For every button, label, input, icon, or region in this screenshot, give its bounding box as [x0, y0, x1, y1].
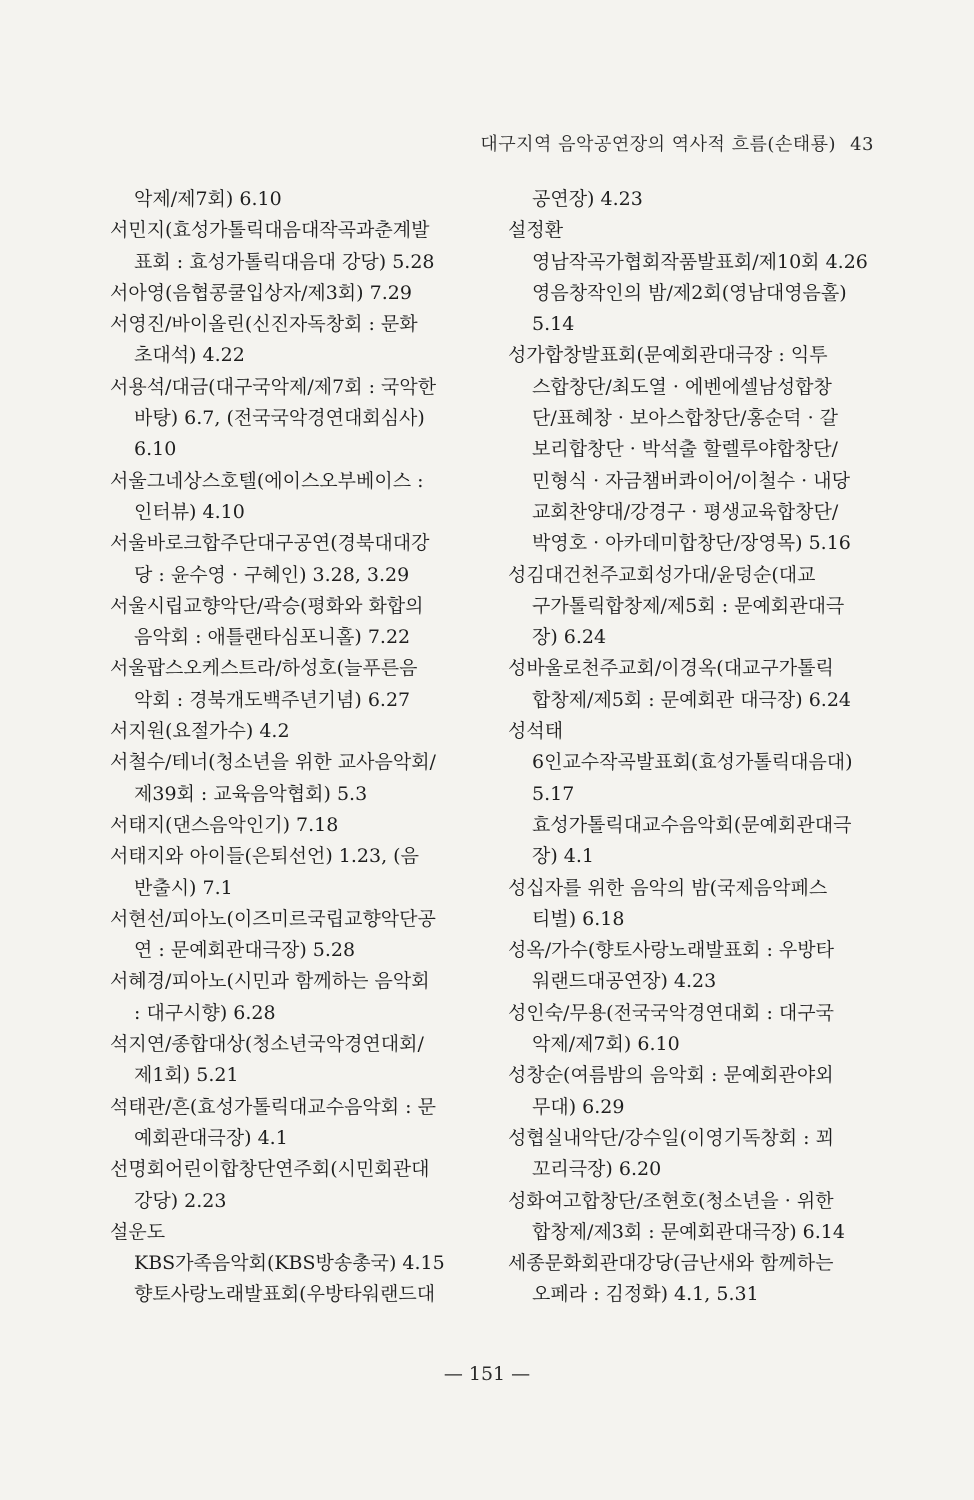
index-entry-line: 서용석/대금(대구국악제/제7회 : 국악한: [110, 375, 437, 398]
index-entry-line: 반출시) 7.1: [134, 876, 233, 899]
index-entry-line: 단/표혜창 · 보아스합창단/홍순덕 · 갈: [532, 407, 838, 430]
index-entry-line: 영남작곡가협회작품발표회/제10회 4.26: [532, 250, 868, 273]
index-entry-line: 설운도: [110, 1220, 166, 1243]
index-entry-line: 서울바로크합주단대구공연(경북대대강: [110, 532, 430, 555]
index-entry-line: 5.17: [532, 782, 575, 805]
index-entry-line: 무대) 6.29: [532, 1095, 625, 1118]
index-entry-line: 선명회어린이합창단연주회(시민회관대: [110, 1158, 430, 1181]
index-entry-line: 서태지(댄스음악인기) 7.18: [110, 813, 339, 836]
index-entry-line: 장) 4.1: [532, 845, 595, 868]
index-entry-line: 민형식 · 자금챔버콰이어/이철수 · 내당: [532, 469, 850, 492]
index-entry-line: 세종문화회관대강당(금난새와 함께하는: [508, 1252, 834, 1275]
index-entry-line: 바탕) 6.7, (전국국악경연대회심사): [134, 407, 425, 430]
index-entry-line: 6.10: [134, 438, 177, 461]
index-entry-line: 오페라 : 김정화) 4.1, 5.31: [532, 1283, 759, 1306]
index-entry-line: 영음창작인의 밤/제2회(영남대영음홀): [532, 281, 847, 304]
index-entry-line: 예회관대극장) 4.1: [134, 1126, 288, 1149]
index-entry-line: 연 : 문예회관대극장) 5.28: [134, 939, 356, 962]
index-entry-line: 서지원(요절가수) 4.2: [110, 720, 290, 743]
index-entry-line: 성화여고합창단/조현호(청소년을 · 위한: [508, 1189, 834, 1212]
index-entry-line: 효성가톨릭대교수음악회(문예회관대극: [532, 813, 852, 836]
index-entry-line: 서아영(음협콩쿨입상자/제3회) 7.29: [110, 281, 412, 304]
index-entry-line: 인터뷰) 4.10: [134, 500, 245, 523]
footer-page-number: — 151 —: [443, 1363, 531, 1385]
index-entry-line: 박영호 · 아카데미합창단/장영목) 5.16: [532, 532, 851, 555]
index-entry-line: 서민지(효성가톨릭대음대작곡과춘계발: [110, 219, 430, 242]
right-column: [508, 184, 880, 1311]
index-entry-line: 스합창단/최도열 · 에벤에셀남성합창: [532, 375, 832, 398]
index-entry-line: 서울시립교향악단/곽승(평화와 화합의: [110, 594, 424, 617]
index-entry-line: 제39회 : 교육음악협회) 5.3: [134, 782, 368, 805]
index-entry-line: 서현선/피아노(이즈미르국립교향악단공: [110, 907, 436, 930]
index-entry-line: 성석태: [508, 720, 564, 743]
index-entry-line: 음악회 : 애틀랜타심포니홀) 7.22: [134, 626, 411, 649]
index-entry-line: 서혜경/피아노(시민과 함께하는 음악회: [110, 970, 430, 993]
index-entry-line: 성바울로천주교회/이경옥(대교구가톨릭: [508, 657, 834, 680]
index-entry-line: 서태지와 아이들(은퇴선언) 1.23, (음: [110, 845, 419, 868]
index-entry-line: 서철수/테너(청소년을 위한 교사음악회/: [110, 751, 436, 774]
index-entry-line: 악회 : 경북개도백주년기념) 6.27: [134, 688, 411, 711]
index-entry-line: 티벌) 6.18: [532, 907, 625, 930]
index-entry-line: 악제/제7회) 6.10: [532, 1033, 680, 1056]
index-entry-line: 서영진/바이올린(신진자독창회 : 문화: [110, 313, 418, 336]
index-entry-line: 성십자를 위한 음악의 밤(국제음악페스: [508, 876, 828, 899]
header-page-number: 43: [850, 134, 874, 155]
index-entry-line: 성인숙/무용(전국국악경연대회 : 대구국: [508, 1001, 834, 1024]
index-entry-line: 향토사랑노래발표회(우방타워랜드대: [134, 1283, 436, 1306]
index-entry-line: 악제/제7회) 6.10: [134, 188, 282, 210]
index-entry-line: 제1회) 5.21: [134, 1064, 239, 1087]
index-entry-line: 구가톨릭합창제/제5회 : 문예회관대극: [532, 594, 845, 617]
index-entry-line: 6인교수작곡발표회(효성가톨릭대음대): [532, 751, 853, 774]
running-header: [480, 130, 874, 156]
index-entry-line: 설정환: [508, 219, 564, 242]
index-entry-line: 공연장) 4.23: [532, 188, 643, 210]
left-column: [110, 184, 490, 1311]
index-entry-line: 교회찬양대/강경구 · 평생교육합창단/: [532, 500, 839, 523]
index-entry-line: 석태관/흔(효성가톨릭대교수음악회 : 문: [110, 1095, 436, 1118]
index-entry-line: 성옥/가수(향토사랑노래발표회 : 우방타: [508, 939, 834, 962]
index-entry-line: 성가합창발표회(문예회관대극장 : 익투: [508, 344, 828, 367]
index-entry-line: 석지연/종합대상(청소년국악경연대회/: [110, 1033, 424, 1056]
index-entry-line: : 대구시향) 6.28: [134, 1001, 276, 1024]
index-entry-line: 초대석) 4.22: [134, 344, 245, 367]
running-title: 대구지역 음악공연장의 역사적 흐름(손태룡): [480, 134, 837, 155]
index-entry-line: 표회 : 효성가톨릭대음대 강당) 5.28: [134, 250, 435, 273]
index-entry-line: 보리합창단 · 박석출 할렐루야합창단/: [532, 438, 838, 461]
index-entry-line: KBS가족음악회(KBS방송총국) 4.15: [134, 1252, 445, 1275]
index-entry-line: 성창순(여름밤의 음악회 : 문예회관야외: [508, 1064, 834, 1087]
index-entry-line: 꼬리극장) 6.20: [532, 1158, 662, 1181]
index-entry-line: 당 : 윤수영 · 구혜인) 3.28, 3.29: [134, 563, 410, 586]
index-entry-line: 5.14: [532, 313, 575, 336]
index-entry-line: 합창제/제3회 : 문예회관대극장) 6.14: [532, 1220, 845, 1243]
index-entry-line: 서울그네상스호텔(에이스오부베이스 :: [110, 469, 424, 492]
index-entry-line: 성김대건천주교회성가대/윤덩순(대교: [508, 563, 816, 586]
index-entry-line: 워랜드대공연장) 4.23: [532, 970, 717, 993]
index-entry-line: 서울팝스오케스트라/하성호(늘푸른음: [110, 657, 418, 680]
index-entry-line: 합창제/제5회 : 문예회관 대극장) 6.24: [532, 688, 852, 711]
index-entry-line: 성협실내악단/강수일(이영기독창회 : 꾀: [508, 1126, 834, 1149]
index-entry-line: 장) 6.24: [532, 626, 607, 649]
index-entry-line: 강당) 2.23: [134, 1189, 227, 1212]
